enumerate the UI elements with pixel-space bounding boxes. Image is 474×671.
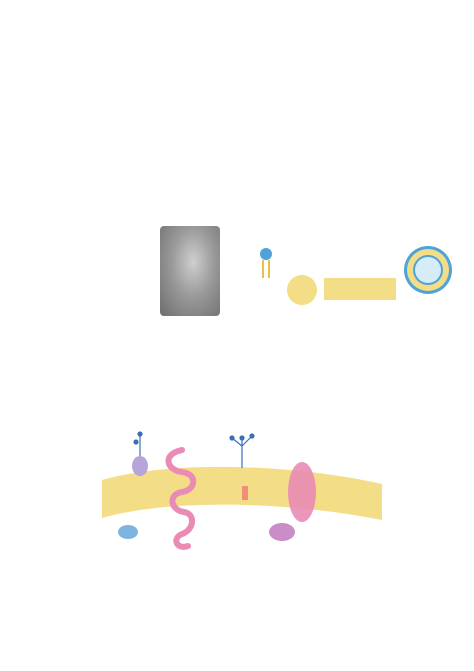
glycolipid-shape	[132, 456, 148, 476]
peripheral-protein-shape	[269, 523, 295, 541]
oligosaccharide-chains	[134, 432, 254, 468]
membrane-micrograph	[160, 226, 220, 316]
membrane-composition-figure	[92, 420, 392, 570]
peripheral-covalent-shape	[118, 525, 138, 539]
micelle-icon	[287, 275, 317, 305]
title-block	[40, 56, 440, 91]
lipid-structures-figure	[252, 234, 452, 316]
single-lipid-icon	[260, 248, 272, 278]
sterol-shape	[242, 486, 248, 500]
transmembrane-protein	[288, 462, 316, 522]
bilayer-icon	[324, 278, 396, 300]
liposome-icon	[404, 246, 452, 294]
title-line-1	[40, 56, 440, 91]
